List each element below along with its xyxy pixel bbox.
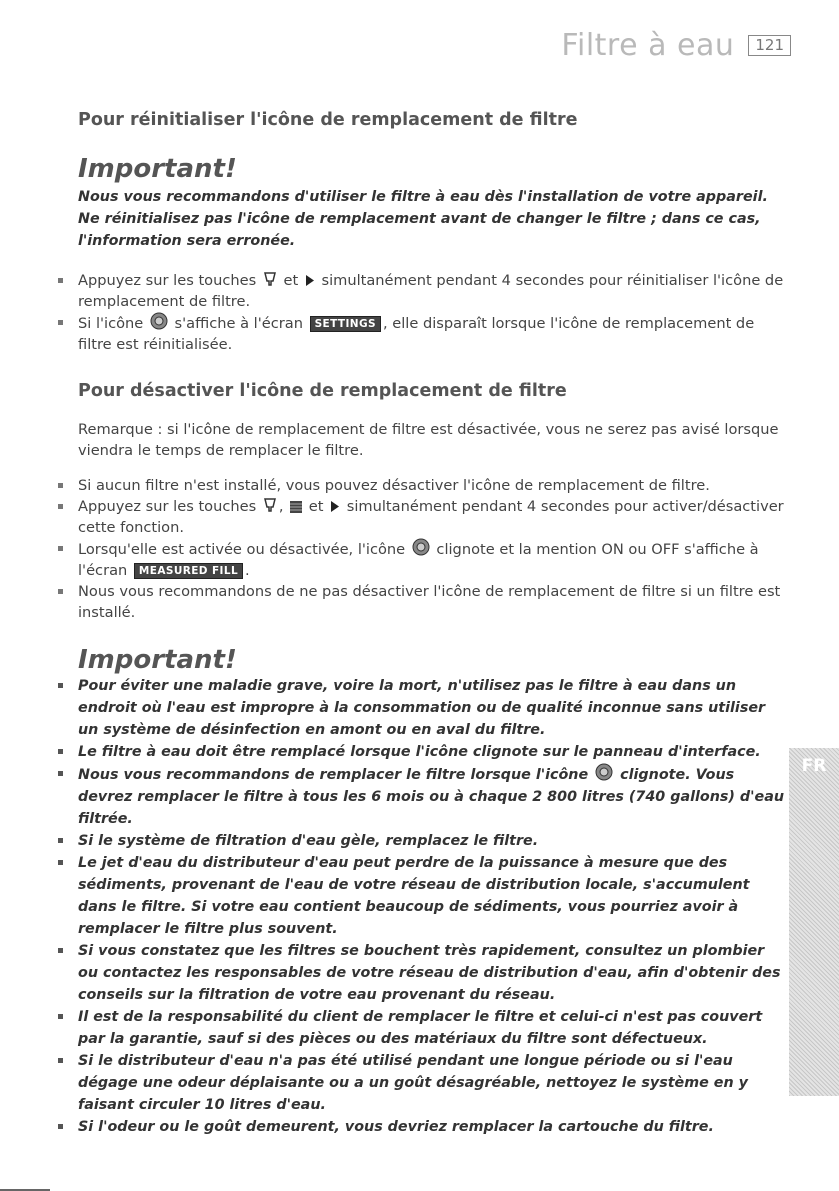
remark-note: Remarque : si l'icône de remplacement de filtre est désactivée, vous ne serez pas avisé lorsque viendra le temps de remplacer le filtre.	[78, 421, 779, 459]
play-arrow-icon	[330, 500, 340, 513]
bullet-text: Appuyez sur les touches	[78, 498, 257, 515]
main-content	[78, 110, 788, 1138]
list-item: Nous vous recommandons de ne pas désactiver l'icône de remplacement de filtre si un filtre est installé.	[78, 581, 788, 623]
bullet-text: Si l'icône	[78, 315, 144, 332]
section-heading-reset: Pour réinitialiser l'icône de remplacement de filtre	[78, 110, 578, 130]
important-line: Nous vous recommandons d'utiliser le filtre à eau dès l'installation de votre appareil.	[78, 189, 768, 205]
page-title: Filtre à eau	[561, 28, 735, 63]
bullet-text: s'affiche à l'écran	[174, 315, 303, 332]
important-title: Important!	[78, 645, 237, 675]
list-item	[78, 538, 788, 581]
play-arrow-icon	[305, 274, 315, 287]
bullet-text: Nous vous recommandons de remplacer le filtre lorsque l'icône	[78, 767, 589, 783]
list-item: Si l'odeur ou le goût demeurent, vous devriez remplacer la cartouche du filtre.	[78, 1116, 788, 1138]
bullet-text: .	[245, 562, 250, 579]
list-item: Il est de la responsabilité du client de remplacer le filtre et celui-ci n'est pas couvert par la garantie, sauf si des pièces ou des matériaux du filtre sont défectueux.	[78, 1006, 788, 1050]
language-side-tab	[789, 748, 839, 1096]
list-item: Si aucun filtre n'est installé, vous pouvez désactiver l'icône de remplacement de filtre.	[78, 475, 788, 496]
filter-replacement-icon	[150, 312, 168, 330]
bullet-text: et	[308, 498, 324, 515]
bullet-text: ,	[278, 498, 284, 515]
important-box-1	[78, 154, 788, 252]
measured-fill-display-tag: MEASURED FILL	[134, 563, 243, 579]
bullet-text: simultanément pendant 4 secondes pour activer/désactiver cette fonction.	[78, 498, 784, 536]
bullet-text: clignote. Vous devrez remplacer le filtre à tous les 6 mois ou à chaque 2 800 litres (740 gallons) d'eau filtrée.	[78, 767, 785, 827]
filter-button-icon	[263, 498, 277, 513]
list-item: Si vous constatez que les filtres se bouchent très rapidement, consultez un plombier ou contactez les responsables de votre réseau de distribution d'eau, afin d'obtenir des conseils sur la filtration de votre eau provenant du réseau.	[78, 940, 788, 1006]
filter-replacement-icon	[595, 763, 613, 781]
list-item	[78, 270, 788, 312]
language-label: FR	[801, 756, 827, 776]
important-title: Important!	[78, 154, 237, 184]
list-item: Pour éviter une maladie grave, voire la mort, n'utilisez pas le filtre à eau dans un endroit où l'eau est impropre à la consommation ou de qualité inconnue sans utiliser un système de désinfection en amont ou en aval du filtre.	[78, 675, 788, 741]
list-item	[78, 312, 788, 355]
bullet-text: Appuyez sur les touches	[78, 272, 257, 289]
list-item: Si le distributeur d'eau n'a pas été utilisé pendant une longue période ou si l'eau dégage une odeur déplaisante ou a un goût désagréable, nettoyez le système en y faisant circuler 10 litres d'eau.	[78, 1050, 788, 1116]
filter-button-icon	[263, 272, 277, 287]
bullet-text: , elle disparaît lorsque l'icône de remplacement de filtre est réinitialisée.	[78, 315, 755, 353]
disable-steps-list	[78, 475, 788, 623]
list-item	[78, 763, 788, 830]
list-item: Le jet d'eau du distributeur d'eau peut perdre de la puissance à mesure que des sédiments, provenant de l'eau de votre réseau de distribution locale, s'accumulent dans le filtre. Si votre eau contient beaucoup de sédiments, vous pourriez avoir à remplacer le filtre plus souvent.	[78, 852, 788, 940]
page-number: 121	[748, 35, 791, 56]
bullet-text: et	[283, 272, 299, 289]
list-item: Le filtre à eau doit être remplacé lorsque l'icône clignote sur le panneau d'interface.	[78, 741, 788, 763]
bullet-text: simultanément pendant 4 secondes pour réinitialiser l'icône de remplacement de filtre.	[78, 272, 784, 310]
list-item	[78, 496, 788, 538]
filter-replacement-icon	[412, 538, 430, 556]
important-list	[78, 675, 788, 1138]
reset-steps-list	[78, 270, 788, 355]
section-heading-disable: Pour désactiver l'icône de remplacement de filtre	[78, 381, 567, 401]
bullet-text: Lorsqu'elle est activée ou désactivée, l'icône	[78, 541, 406, 558]
settings-display-tag: SETTINGS	[310, 316, 381, 332]
page-header	[561, 28, 791, 63]
important-box-2	[78, 645, 788, 1138]
grid-button-icon	[290, 501, 302, 513]
list-item: Si le système de filtration d'eau gèle, remplacez le filtre.	[78, 830, 788, 852]
bullet-text: clignote et la mention ON ou OFF s'affiche à l'écran	[78, 541, 759, 579]
important-line: Ne réinitialisez pas l'icône de remplacement avant de changer le filtre ; dans ce cas, l'information sera erronée.	[78, 211, 761, 249]
